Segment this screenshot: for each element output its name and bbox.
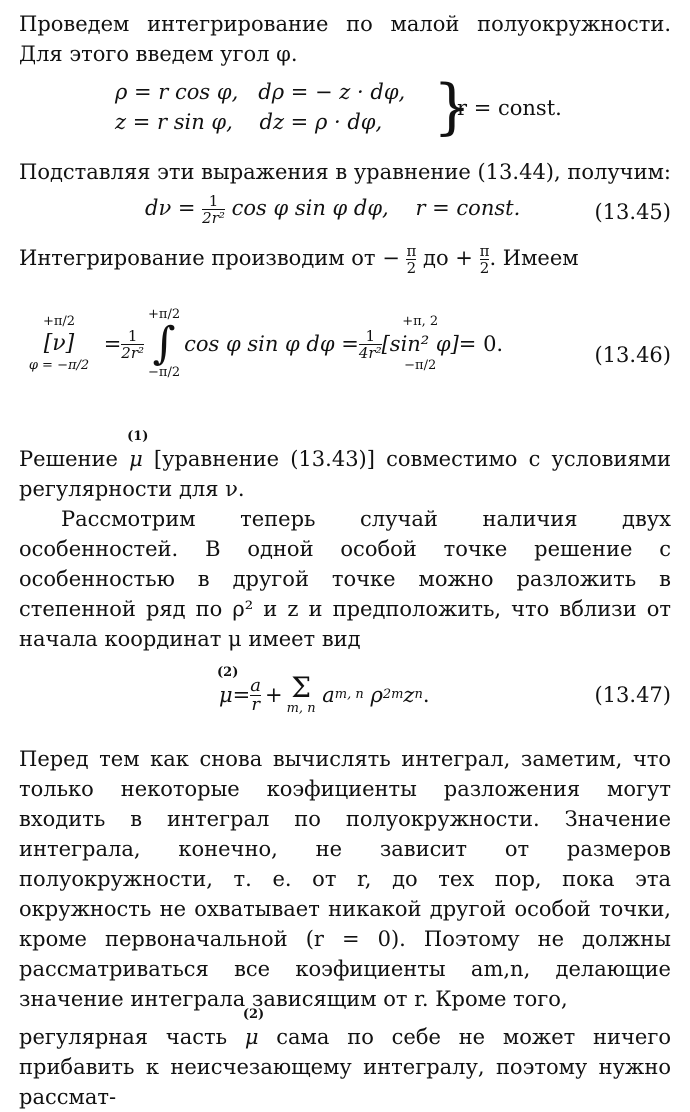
limit-high-two: 2 — [479, 259, 490, 277]
eq45-condition: r = const. — [415, 196, 521, 220]
eq47-number: (13.47) — [594, 683, 671, 707]
limits-text-a: Интегрирование производим от − — [19, 246, 400, 270]
mu-2-symbol: μ — [219, 683, 233, 707]
equation-13-46 — [19, 300, 671, 418]
eq45-body: cos φ sin φ dφ, — [231, 196, 389, 220]
eq-r-const: r = const. — [457, 96, 562, 120]
eq45-denominator: 2r² — [202, 209, 225, 227]
eq45-number: (13.45) — [594, 200, 671, 224]
document-page — [19, 9, 671, 1112]
eq47-denominator: r — [251, 693, 260, 715]
eq46-nu: [ν] — [43, 331, 75, 356]
limit-fraction-low — [406, 243, 416, 276]
paragraph-regular-part — [19, 1007, 671, 1112]
sum-sign: Σ — [291, 671, 311, 704]
equation-system — [115, 73, 671, 147]
paragraph-substitution: Подставляя эти выражения в уравнение (13.44), получим: — [19, 160, 671, 184]
eq47-coef: a — [322, 683, 335, 707]
eq46-int-upper: +π/2 — [148, 307, 181, 322]
eq45-numerator: 1 — [208, 192, 219, 210]
limit-fraction-high — [480, 243, 490, 276]
paragraph-two-singularities: Рассмотрим теперь случай наличия двух особенностей. В одной особой точке решение с особенностью в другой точке можно разложить в степенной ряд по ρ² и z и предположить, что вблизи от начала координат μ имеет вид — [19, 507, 671, 651]
eq47-fraction — [250, 674, 261, 715]
mu-1-symbol: μ — [129, 447, 143, 471]
eq47-plus: + — [265, 683, 283, 707]
regularity-text-b: [уравнение (13.43)] совместимо с условиями регулярности для ν. — [19, 447, 672, 501]
eq46-bracket-nu — [21, 315, 97, 373]
eq46-numerator: 1 — [127, 326, 138, 345]
eq46-numerator-2: 1 — [365, 326, 375, 345]
limits-text-b: до + — [423, 246, 473, 270]
right-brace: } — [433, 72, 472, 142]
limit-high-pi: π — [479, 242, 490, 260]
eq45-fraction — [202, 193, 225, 226]
eq46-bracket-upper: +π, 2 — [402, 314, 439, 329]
eq46-fraction — [121, 328, 144, 361]
eq46-result: = 0. — [458, 332, 504, 356]
limit-low-pi: π — [406, 242, 417, 260]
mu-2 — [217, 665, 239, 710]
eq-drho-def: dρ = − z · dφ, — [258, 80, 406, 104]
eq47-sum — [286, 671, 316, 716]
regular-part-text-b: сама по себе не может ничего прибавить к неисчезающему интегралу, поэтому нужно рассмат- — [19, 1025, 671, 1109]
mu-2-inline-mark: (2) — [242, 1007, 265, 1022]
eq46-upper-limit: +π/2 — [42, 314, 76, 329]
mu-2-inline — [242, 1007, 265, 1052]
limit-low-two: 2 — [406, 259, 417, 277]
eq46-lower-limit: φ = −π/2 — [28, 358, 90, 373]
eq47-rho: ρ — [370, 683, 383, 707]
eq47-equals: = — [232, 683, 251, 707]
eq46-number: (13.46) — [594, 343, 671, 367]
eq46-integral — [148, 308, 180, 380]
eq46-sin-squared: [sin² φ] — [381, 332, 459, 356]
equation-13-45 — [19, 191, 671, 233]
regularity-text-a: Решение — [19, 447, 130, 471]
regular-part-text-a: регулярная часть — [19, 1025, 245, 1049]
eq46-bracket-lower: −π/2 — [404, 358, 437, 373]
eq45-lhs: dν = — [145, 196, 196, 220]
equation-13-47: (2) μ = $\frac{a}{r}$ + Σ m, n a m, n ρ 2m z n . (13.47) — [19, 662, 671, 736]
mu-1-mark: (1) — [127, 429, 149, 444]
eq46-int-lower: −π/2 — [148, 365, 181, 380]
eq47-numerator: a — [250, 674, 261, 696]
eq46-fraction-2 — [359, 328, 382, 361]
eq47-z: z — [403, 683, 415, 707]
eq46-equals: = — [103, 332, 122, 356]
paragraph-intro: Проведем интегрирование по малой полуокружности. Для этого введем угол φ. — [19, 12, 671, 66]
mu-2-inline-symbol: μ — [244, 1025, 259, 1049]
eq-z-def: z = r sin φ, — [115, 110, 233, 134]
limits-text-c: . Имеем — [489, 246, 579, 270]
eq47-period: . — [422, 683, 430, 707]
mu-1 — [127, 429, 149, 474]
paragraph-regularity — [19, 429, 672, 504]
eq46-integrand: cos φ sin φ dφ = — [184, 332, 359, 356]
integral-sign: ∫ — [152, 318, 176, 369]
eq47-sum-index: m, n — [286, 701, 316, 716]
eq-rho-def: ρ = r cos φ, — [115, 80, 239, 104]
eq46-denominator: 2r² — [121, 343, 145, 362]
eq46-evaluated-bracket — [382, 315, 459, 373]
mu-2-mark: (2) — [217, 665, 239, 680]
eq46-denominator-2: 4r² — [358, 343, 382, 362]
eq-dz-def: dz = ρ · dφ, — [259, 110, 383, 134]
paragraph-limits — [19, 243, 671, 276]
paragraph-coefficients: Перед тем как снова вычислять интеграл, заметим, что только некоторые коэфициенты разложения могут входить в интеграл по полуокружности. Значение интеграла, конечно, не зависит от размеров полуокружности, т. е. от r, до тех пор, пока эта окружность не охватывает никакой другой особой точки, кроме первоначальной (r = 0). Поэтому не должны рассматриваться все коэфициенты am,n, делающие значение интеграла зависящим от r. Кроме того, — [19, 747, 671, 1011]
